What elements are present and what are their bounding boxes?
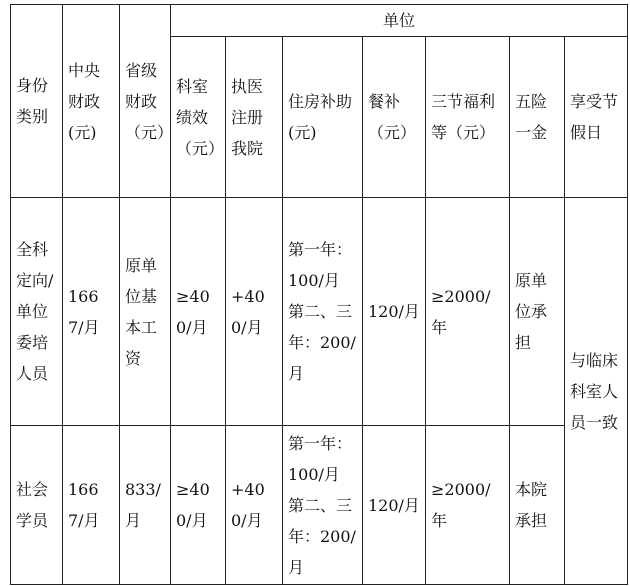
- header-central-finance: 中央财政(元): [63, 5, 120, 198]
- header-unit: 单位: [171, 5, 628, 37]
- header-provincial-finance: 省级财政（元）: [120, 5, 171, 198]
- header-register: 执医注册我院: [226, 37, 283, 198]
- header-festival: 三节福利等（元）: [426, 37, 510, 198]
- cell-dept-performance: ≥400/月: [171, 426, 226, 585]
- header-dept-performance: 科室绩效（元）: [171, 37, 226, 198]
- cell-dept-performance: ≥400/月: [171, 198, 226, 426]
- table-row: [11, 198, 628, 426]
- cell-provincial: 833/月: [120, 426, 171, 585]
- cell-identity: 社会学员: [11, 426, 63, 585]
- cell-insurance: 本院承担: [510, 426, 565, 585]
- header-identity: 身份类别: [11, 5, 63, 198]
- cell-housing: 第一年：100/月 第二、三年：200/月: [283, 198, 363, 426]
- cell-central: 1667/月: [63, 198, 120, 426]
- cell-central: 1667/月: [63, 426, 120, 585]
- header-housing: 住房补助(元): [283, 37, 363, 198]
- table-row: [11, 426, 628, 585]
- cell-holiday: 与临床科室人员一致: [565, 198, 628, 585]
- header-holiday: 享受节假日: [565, 37, 628, 198]
- cell-meal: 120/月: [363, 426, 426, 585]
- cell-festival: ≥2000/年: [426, 426, 510, 585]
- header-insurance: 五险一金: [510, 37, 565, 198]
- cell-provincial: 原单位基本工资: [120, 198, 171, 426]
- cell-meal: 120/月: [363, 198, 426, 426]
- cell-register: +400/月: [226, 198, 283, 426]
- cell-insurance: 原单位承担: [510, 198, 565, 426]
- benefits-table: [10, 4, 628, 585]
- cell-housing: 第一年：100/月 第二、三年：200/月: [283, 426, 363, 585]
- cell-identity: 全科定向/单位委培人员: [11, 198, 63, 426]
- cell-festival: ≥2000/年: [426, 198, 510, 426]
- cell-register: +400/月: [226, 426, 283, 585]
- header-meal: 餐补（元）: [363, 37, 426, 198]
